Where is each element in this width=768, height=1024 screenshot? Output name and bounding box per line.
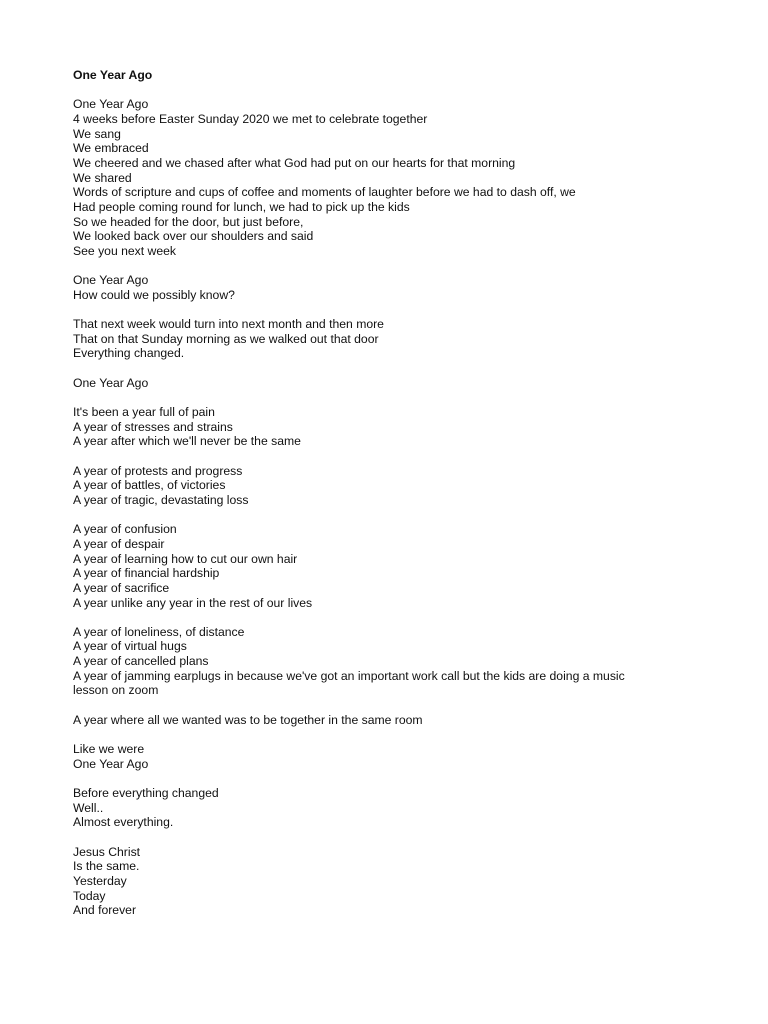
poem-line: Words of scripture and cups of coffee and moments of laughter before we had to dash off, we (73, 185, 576, 200)
poem-line: 4 weeks before Easter Sunday 2020 we met to celebrate together (73, 111, 428, 126)
stanza (73, 845, 693, 918)
poem-line: One Year Ago (73, 375, 149, 390)
stanza (73, 405, 693, 449)
poem-line: Is the same. (73, 859, 140, 874)
poem-line: We sang (73, 126, 121, 141)
document-body (73, 68, 693, 933)
poem-line: Yesterday (73, 873, 127, 888)
stanza (73, 742, 693, 771)
poem-line: One Year Ago (73, 756, 149, 771)
poem-line: We cheered and we chased after what God had put on our hearts for that morning (73, 155, 516, 170)
poem-line: See you next week (73, 243, 176, 258)
poem-line: Well.. (73, 800, 104, 815)
poem-line: We looked back over our shoulders and said (73, 229, 314, 244)
poem-line: Had people coming round for lunch, we had to pick up the kids (73, 199, 410, 214)
poem-line: A year of battles, of victories (73, 478, 226, 493)
poem-line: It's been a year full of pain (73, 405, 215, 420)
stanza (73, 713, 693, 728)
stanza (73, 464, 693, 508)
poem-line: A year of despair (73, 536, 165, 551)
poem-line: A year of learning how to cut our own hair (73, 551, 298, 566)
poem-line: Like we were (73, 742, 145, 757)
poem-line: One Year Ago (73, 97, 149, 112)
poem-line: Today (73, 888, 106, 903)
poem-line: We embraced (73, 141, 149, 156)
poem-line: A year of virtual hugs (73, 639, 187, 654)
stanza (73, 522, 693, 610)
document-title: One Year Ago (73, 68, 153, 82)
poem-line: A year of confusion (73, 522, 177, 537)
poem-line: That next week would turn into next month and then more (73, 317, 384, 332)
poem-line: And forever (73, 903, 137, 918)
stanza (73, 97, 693, 258)
poem-line: Everything changed. (73, 346, 185, 361)
poem-line: One Year Ago (73, 273, 149, 288)
poem-line: Almost everything. (73, 815, 174, 830)
poem-line: A year of tragic, devastating loss (73, 492, 249, 507)
poem-stanzas (73, 97, 693, 918)
stanza (73, 376, 693, 391)
poem-line: A year of protests and progress (73, 463, 243, 478)
poem-line: A year unlike any year in the rest of our lives (73, 595, 313, 610)
poem-line: A year of stresses and strains (73, 419, 233, 434)
poem-line: A year where all we wanted was to be together in the same room (73, 712, 423, 727)
stanza (73, 273, 693, 302)
poem-line: lesson on zoom (73, 683, 159, 698)
poem-line: A year of sacrifice (73, 580, 170, 595)
poem-line: A year of jamming earplugs in because we've got an important work call but the kids are doing a music (73, 668, 625, 683)
poem-line: How could we possibly know? (73, 287, 235, 302)
stanza (73, 317, 693, 361)
stanza (73, 786, 693, 830)
poem-line: That on that Sunday morning as we walked out that door (73, 331, 379, 346)
poem-line: A year of cancelled plans (73, 654, 209, 669)
poem-line: A year of financial hardship (73, 566, 220, 581)
poem-line: Before everything changed (73, 785, 219, 800)
poem-line: A year of loneliness, of distance (73, 624, 245, 639)
poem-line: Jesus Christ (73, 844, 141, 859)
poem-line: A year after which we'll never be the same (73, 434, 301, 449)
poem-line: We shared (73, 170, 132, 185)
poem-line: So we headed for the door, but just before, (73, 214, 304, 229)
stanza (73, 625, 693, 698)
